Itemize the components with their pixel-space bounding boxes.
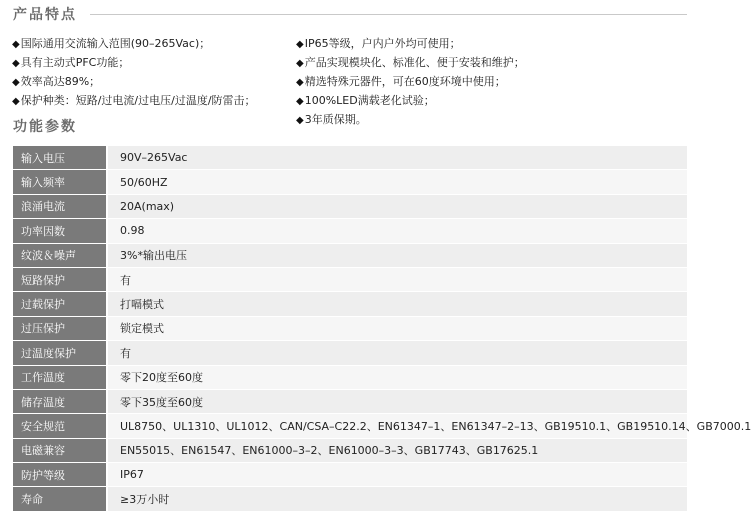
diamond-bullet-icon: ◆ <box>296 115 304 126</box>
table-row <box>13 243 687 267</box>
table-row <box>13 194 687 218</box>
feature-item <box>296 91 525 110</box>
param-value: IP67 <box>107 463 687 487</box>
feature-item <box>296 53 525 72</box>
features-right-column <box>296 34 525 129</box>
feature-text: 效率高达89%； <box>20 75 101 88</box>
diamond-bullet-icon: ◆ <box>296 39 304 50</box>
param-value: 3%*输出电压 <box>107 243 687 267</box>
table-row <box>13 267 687 291</box>
param-value: 零下35度至60度 <box>107 389 687 413</box>
param-label: 过载保护 <box>13 292 107 316</box>
params-section-title: 功能参数 <box>13 119 77 135</box>
diamond-bullet-icon: ◆ <box>12 77 20 88</box>
table-row <box>13 316 687 340</box>
table-row <box>13 365 687 389</box>
param-value: EN55015、EN61547、EN61000–3–2、EN61000–3–3、GB17743、GB17625.1 <box>107 438 687 462</box>
param-value: 50/60HZ <box>107 170 687 194</box>
param-label: 防护等级 <box>13 463 107 487</box>
features-section-title: 产品特点 <box>13 7 77 23</box>
param-label: 过温度保护 <box>13 341 107 365</box>
table-row <box>13 414 687 438</box>
diamond-bullet-icon: ◆ <box>12 58 20 69</box>
param-value: 0.98 <box>107 219 687 243</box>
diamond-bullet-icon: ◆ <box>296 96 304 107</box>
diamond-bullet-icon: ◆ <box>296 77 304 88</box>
feature-text: IP65等级，户内户外均可使用； <box>304 37 461 50</box>
param-label: 短路保护 <box>13 267 107 291</box>
param-label: 安全规范 <box>13 414 107 438</box>
param-label: 纹波＆噪声 <box>13 243 107 267</box>
param-label: 电磁兼容 <box>13 438 107 462</box>
feature-item <box>12 34 256 53</box>
feature-item <box>296 110 525 129</box>
param-value: 锁定模式 <box>107 316 687 340</box>
param-value: 有 <box>107 267 687 291</box>
feature-text: 精选特殊元器件，可在60度环境中使用； <box>304 75 506 88</box>
feature-text: 国际通用交流输入范围(90–265Vac)； <box>20 37 211 50</box>
table-row <box>13 146 687 170</box>
table-row <box>13 438 687 462</box>
params-table <box>13 146 751 512</box>
param-value: 20A(max) <box>107 194 687 218</box>
feature-item <box>12 72 256 91</box>
feature-text: 产品实现模块化、标准化、便于安装和维护； <box>304 56 525 69</box>
diamond-bullet-icon: ◆ <box>12 39 20 50</box>
feature-item <box>12 91 256 110</box>
param-label: 储存温度 <box>13 389 107 413</box>
feature-item <box>296 72 525 91</box>
table-row <box>13 341 687 365</box>
table-row <box>13 219 687 243</box>
param-label: 工作温度 <box>13 365 107 389</box>
param-label: 输入频率 <box>13 170 107 194</box>
param-label: 浪涌电流 <box>13 194 107 218</box>
param-value: 90V–265Vac <box>107 146 687 170</box>
feature-item <box>12 53 256 72</box>
features-divider <box>90 14 687 15</box>
feature-text: 具有主动式PFC功能； <box>20 56 130 69</box>
feature-text: 3年质保期。 <box>304 113 367 126</box>
table-row <box>13 389 687 413</box>
diamond-bullet-icon: ◆ <box>12 96 20 107</box>
param-label: 输入电压 <box>13 146 107 170</box>
table-row <box>13 170 687 194</box>
features-left-column <box>12 34 256 110</box>
table-row <box>13 463 687 487</box>
param-label: 功率因数 <box>13 219 107 243</box>
param-value: ≥3万小时 <box>107 487 687 511</box>
param-label: 寿命 <box>13 487 107 511</box>
table-row <box>13 487 687 511</box>
param-label: 过压保护 <box>13 316 107 340</box>
feature-item <box>296 34 525 53</box>
feature-text: 保护种类：短路/过电流/过电压/过温度/防雷击； <box>20 94 256 107</box>
feature-text: 100%LED满载老化试验； <box>304 94 435 107</box>
param-value: 打嗝模式 <box>107 292 687 316</box>
param-value: 有 <box>107 341 687 365</box>
table-row <box>13 292 687 316</box>
diamond-bullet-icon: ◆ <box>296 58 304 69</box>
param-value: 零下20度至60度 <box>107 365 687 389</box>
param-value: UL8750、UL1310、UL1012、CAN/CSA–C22.2、EN61347–1、EN61347–2–13、GB19510.1、GB19510.14、GB7000.1 <box>107 414 687 438</box>
